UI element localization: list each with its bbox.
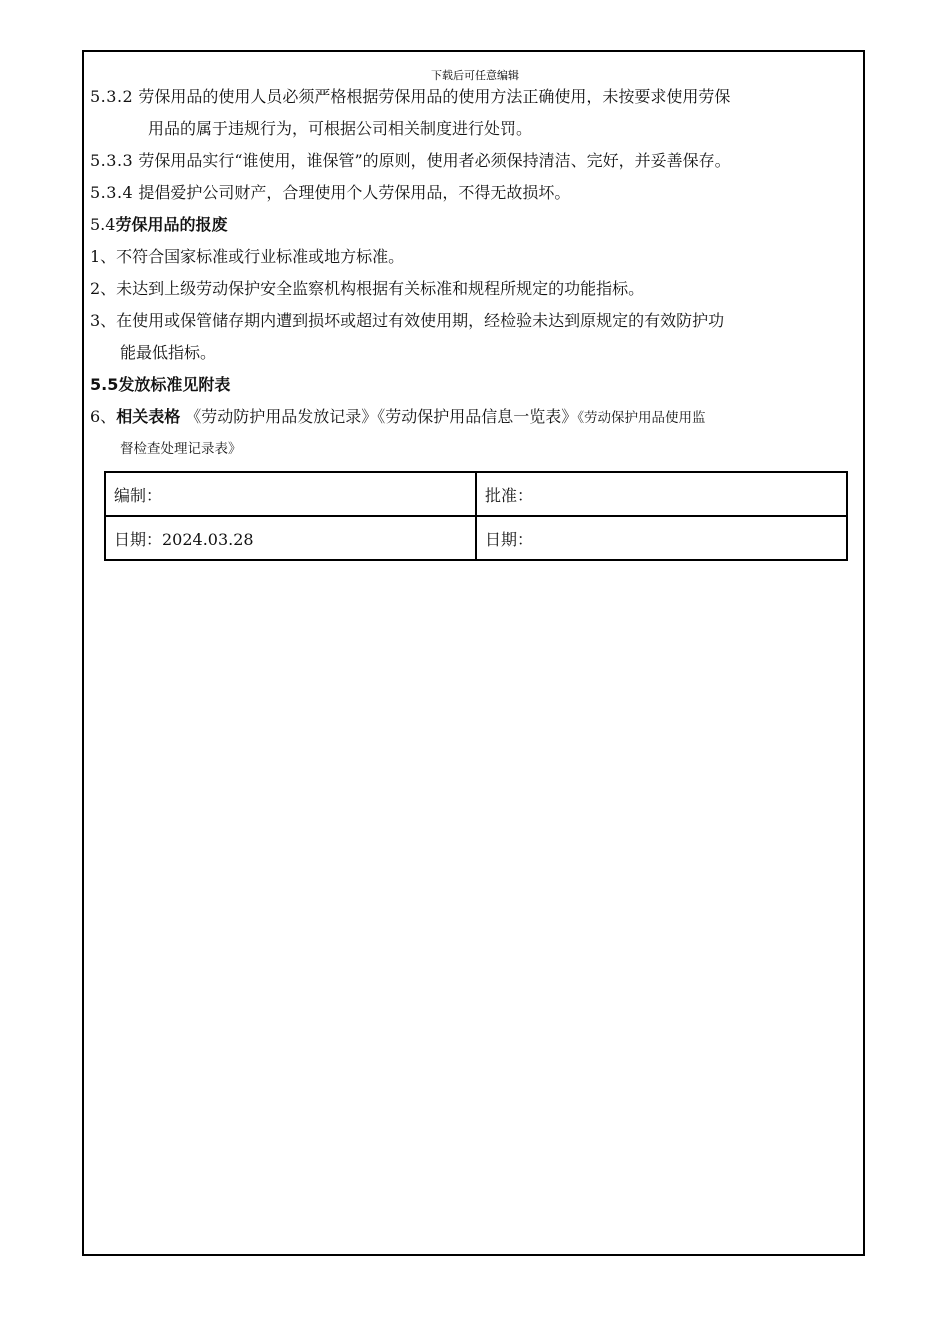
list-item-3-continued: 能最低指标。 (120, 343, 217, 362)
clause-number: 5.3.3 (90, 151, 134, 170)
approved-date-cell: 日期： (476, 516, 847, 560)
clause-number: 5.3.4 (90, 183, 134, 202)
list-item-3: 3、在使用或保管储存期内遭到损坏或超过有效使用期，经检验未达到原规定的有效防护功 (90, 311, 725, 330)
clause-number: 5.3.2 (90, 87, 134, 106)
prepared-date-cell: 日期：2024.03.28 (105, 516, 476, 560)
prepared-by-cell: 编制： (105, 472, 476, 516)
clause-text: 劳保用品实行“谁使用，谁保管”的原则，使用者必须保持清洁、完好，并妥善保存。 (138, 151, 731, 170)
clause-text: 提倡爱护公司财产，合理使用个人劳保用品，不得无故损坏。 (138, 183, 571, 202)
table-row (105, 472, 847, 516)
clause-5-3-4 (90, 180, 865, 212)
list-item-6 (90, 404, 865, 436)
clause-text: 劳保用品的使用人员必须严格根据劳保用品的使用方法正确使用，未按要求使用劳保 (138, 87, 731, 106)
list-item-1: 1、不符合国家标准或行业标准或地方标准。 (90, 247, 405, 266)
signoff-table (104, 471, 848, 561)
approved-by-cell: 批准： (476, 472, 847, 516)
section-5-4-heading (90, 212, 865, 244)
header-note: 下载后可任意编辑 (431, 69, 519, 82)
section-5-5-heading: 5.5发放标准见附表 (90, 375, 231, 394)
item-title: 相关表格 (116, 407, 181, 426)
related-form-3: 《劳动保护用品使用监 (577, 410, 706, 426)
item-number: 6、 (90, 407, 117, 426)
document-body (90, 84, 865, 468)
list-item-2: 2、未达到上级劳动保护安全监察机构根据有关标准和规程所规定的功能指标。 (90, 279, 645, 298)
related-forms: 《劳动防护用品发放记录》《劳动保护用品信息一览表》 (185, 407, 578, 426)
clause-5-3-2-continued: 用品的属于违规行为，可根据公司相关制度进行处罚。 (148, 119, 533, 138)
list-item-6-continued: 督检查处理记录表》 (120, 441, 242, 457)
clause-5-3-2 (90, 84, 865, 116)
clause-5-3-3 (90, 148, 865, 180)
table-row (105, 516, 847, 560)
section-title: 劳保用品的报废 (115, 215, 228, 234)
section-number: 5.4 (90, 215, 116, 234)
